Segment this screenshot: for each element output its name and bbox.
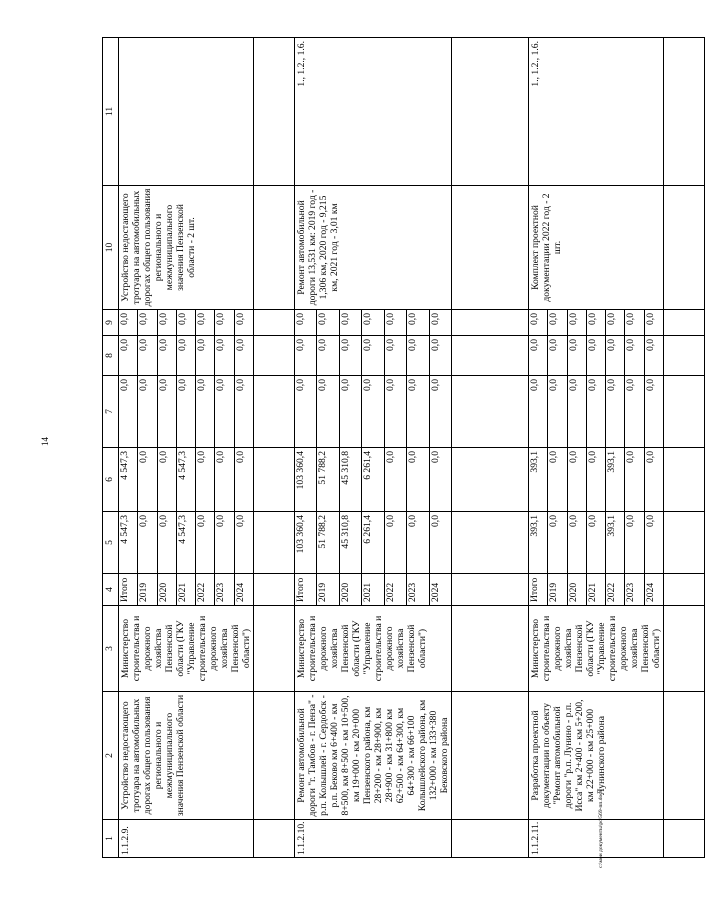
amount-cell: 0,0	[119, 336, 138, 376]
amount-cell: 51 788,2	[317, 448, 339, 512]
spacer-cell	[664, 38, 705, 186]
row-spacer	[664, 38, 705, 858]
spacer-cell	[254, 606, 295, 692]
amount-cell: 0,0	[215, 376, 234, 448]
year-cell: 2024	[644, 574, 663, 606]
spacer-cell	[254, 310, 295, 336]
header-cell: 1	[103, 820, 119, 858]
row-spacer	[254, 38, 295, 858]
row-number: 1.1.2.9.	[119, 820, 254, 858]
spacer-cell	[254, 512, 295, 574]
amount-cell: 0,0	[644, 336, 663, 376]
amount-cell: 0,0	[625, 512, 644, 574]
amount-cell: 0,0	[644, 512, 663, 574]
amount-cell: 0,0	[407, 336, 429, 376]
amount-cell: 103 360,4	[295, 512, 317, 574]
spacer-cell	[254, 186, 295, 310]
row-number: 1.1.2.11.	[529, 820, 664, 858]
amount-cell: 103 360,4	[295, 448, 317, 512]
year-cell: 2020	[339, 574, 361, 606]
spacer-cell	[452, 512, 529, 574]
executor: Министерство строительства и дорожного хозяйства Пензенской области (ГКУ "Управление строительства и дорожного хозяйства Пензенской области")	[119, 606, 254, 692]
amount-cell: 0,0	[429, 310, 451, 336]
amount-cell: 0,0	[529, 310, 548, 336]
amount-cell: 0,0	[407, 512, 429, 574]
year-cell: 2024	[234, 574, 253, 606]
table-row	[119, 38, 138, 858]
amount-cell: 45 310,8	[339, 512, 361, 574]
amount-cell: 0,0	[384, 376, 406, 448]
amount-cell: 0,0	[157, 336, 176, 376]
amount-cell: 0,0	[196, 376, 215, 448]
amount-cell: 0,0	[407, 376, 429, 448]
spacer-cell	[664, 336, 705, 376]
spacer-cell	[452, 820, 529, 858]
amount-cell: 0,0	[157, 448, 176, 512]
amount-cell: 6 261,4	[362, 512, 384, 574]
spacer-cell	[452, 38, 529, 186]
amount-cell: 4 547,3	[176, 448, 195, 512]
year-cell: Итого	[295, 574, 317, 606]
expected-result: Устройство недостающего тротуара на автомобильных дорогах общего пользования регионального и межмуниципального значения Пензенской области - 2 шт.	[119, 186, 254, 310]
indicator-refs	[119, 38, 254, 186]
spacer-cell	[664, 512, 705, 574]
amount-cell: 0,0	[215, 448, 234, 512]
amount-cell: 0,0	[625, 310, 644, 336]
amount-cell: 0,0	[295, 336, 317, 376]
amount-cell: 0,0	[234, 336, 253, 376]
executor: Министерство строительства и дорожного хозяйства Пензенской области (ГКУ "Управление строительства и дорожного хозяйства Пензенской области")	[529, 606, 664, 692]
spacer-cell	[664, 820, 705, 858]
amount-cell: 0,0	[119, 310, 138, 336]
amount-cell: 0,0	[384, 512, 406, 574]
amount-cell: 4 547,3	[119, 448, 138, 512]
spacer-cell	[254, 38, 295, 186]
year-cell: 2023	[407, 574, 429, 606]
year-cell: 2019	[317, 574, 339, 606]
amount-cell: 6 261,4	[362, 448, 384, 512]
spacer-cell	[452, 376, 529, 448]
row-number: 1.1.2.10.	[295, 820, 452, 858]
amount-cell: 51 788,2	[317, 512, 339, 574]
spacer-cell	[254, 336, 295, 376]
amount-cell: 0,0	[317, 376, 339, 448]
amount-cell: 0,0	[586, 376, 605, 448]
amount-cell: 0,0	[215, 336, 234, 376]
header-cell: 9	[103, 310, 119, 336]
amount-cell: 0,0	[644, 448, 663, 512]
amount-cell: 0,0	[176, 336, 195, 376]
spacer-cell	[664, 310, 705, 336]
amount-cell: 0,0	[234, 512, 253, 574]
amount-cell: 0,0	[138, 512, 157, 574]
header-cell: 3	[103, 606, 119, 692]
amount-cell: 0,0	[119, 376, 138, 448]
amount-cell: 0,0	[138, 310, 157, 336]
header-cell: 2	[103, 692, 119, 820]
header-cell: 4	[103, 574, 119, 606]
amount-cell: 0,0	[176, 376, 195, 448]
spacer-cell	[452, 606, 529, 692]
year-cell: 2024	[429, 574, 451, 606]
spacer-cell	[664, 448, 705, 512]
amount-cell: 0,0	[625, 336, 644, 376]
amount-cell: 0,0	[157, 512, 176, 574]
amount-cell: 0,0	[196, 310, 215, 336]
year-cell: 2020	[567, 574, 586, 606]
amount-cell: 0,0	[362, 376, 384, 448]
amount-cell: 0,0	[407, 310, 429, 336]
page-number: 14	[40, 437, 50, 446]
year-cell: 2023	[625, 574, 644, 606]
amount-cell: 0,0	[644, 310, 663, 336]
spacer-cell	[452, 448, 529, 512]
header-cell: 7	[103, 376, 119, 448]
year-cell: 2021	[586, 574, 605, 606]
amount-cell: 393,1	[606, 448, 625, 512]
amount-cell: 0,0	[384, 336, 406, 376]
amount-cell: 393,1	[606, 512, 625, 574]
amount-cell: 0,0	[586, 512, 605, 574]
amount-cell: 45 310,8	[339, 448, 361, 512]
header-cell: 8	[103, 336, 119, 376]
spacer-cell	[664, 606, 705, 692]
program-table	[102, 37, 705, 858]
amount-cell: 0,0	[548, 336, 567, 376]
year-cell: 2021	[362, 574, 384, 606]
amount-cell: 0,0	[234, 376, 253, 448]
amount-cell: 0,0	[429, 512, 451, 574]
amount-cell: 0,0	[339, 336, 361, 376]
amount-cell: 0,0	[606, 336, 625, 376]
amount-cell: 0,0	[586, 336, 605, 376]
amount-cell: 0,0	[548, 448, 567, 512]
spacer-cell	[452, 574, 529, 606]
amount-cell: 0,0	[429, 376, 451, 448]
amount-cell: 0,0	[317, 336, 339, 376]
amount-cell: 0,0	[606, 310, 625, 336]
footer-file-path: c:\мои документы\рd\569-пп.docx	[598, 789, 604, 868]
spacer-cell	[664, 186, 705, 310]
year-cell: Итого	[119, 574, 138, 606]
amount-cell: 0,0	[567, 310, 586, 336]
spacer-cell	[254, 574, 295, 606]
year-cell: 2020	[157, 574, 176, 606]
spacer-cell	[452, 692, 529, 820]
amount-cell: 0,0	[625, 376, 644, 448]
amount-cell: 0,0	[625, 448, 644, 512]
header-row	[103, 38, 119, 858]
amount-cell: 0,0	[548, 310, 567, 336]
year-cell: Итого	[529, 574, 548, 606]
amount-cell: 0,0	[295, 376, 317, 448]
amount-cell: 0,0	[176, 310, 195, 336]
amount-cell: 0,0	[196, 512, 215, 574]
measure-name: Разработка проектной документации по объекту "Ремонт автомобильной дороги "р.п. Лунино - р.п. Исса" км 2+400 - км 5+200, км 22+000 - км 25+000 Лунинского района	[529, 692, 664, 820]
spacer-cell	[664, 376, 705, 448]
amount-cell: 0,0	[157, 376, 176, 448]
measure-name: Устройство недостающего тротуара на автомобильных дорогах общего пользования регионального и межмуниципального значения Пензенской области	[119, 692, 254, 820]
amount-cell: 0,0	[586, 310, 605, 336]
table-row	[295, 38, 317, 858]
amount-cell: 0,0	[138, 376, 157, 448]
amount-cell: 0,0	[196, 336, 215, 376]
amount-cell: 0,0	[295, 310, 317, 336]
amount-cell: 0,0	[138, 336, 157, 376]
amount-cell: 0,0	[407, 448, 429, 512]
spacer-cell	[452, 186, 529, 310]
amount-cell: 0,0	[567, 448, 586, 512]
indicator-refs: 1., 1.2., 1.6.	[529, 38, 664, 186]
amount-cell: 0,0	[234, 310, 253, 336]
header-cell: 10	[103, 186, 119, 310]
header-cell: 6	[103, 448, 119, 512]
amount-cell: 0,0	[157, 310, 176, 336]
amount-cell: 0,0	[548, 376, 567, 448]
spacer-cell	[254, 692, 295, 820]
amount-cell: 0,0	[384, 310, 406, 336]
year-cell: 2022	[384, 574, 406, 606]
amount-cell: 0,0	[339, 376, 361, 448]
amount-cell: 0,0	[215, 310, 234, 336]
row-spacer	[452, 38, 529, 858]
header-cell: 5	[103, 512, 119, 574]
amount-cell: 0,0	[429, 448, 451, 512]
amount-cell: 0,0	[362, 336, 384, 376]
amount-cell: 0,0	[548, 512, 567, 574]
year-cell: 2022	[196, 574, 215, 606]
expected-result: Комплект проектной документации 2022 год - 2 шт.	[529, 186, 664, 310]
indicator-refs: 1., 1.2., 1.6.	[295, 38, 452, 186]
amount-cell: 0,0	[567, 376, 586, 448]
amount-cell: 0,0	[606, 376, 625, 448]
amount-cell: 0,0	[215, 512, 234, 574]
year-cell: 2021	[176, 574, 195, 606]
amount-cell: 0,0	[429, 336, 451, 376]
spacer-cell	[254, 448, 295, 512]
year-cell: 2023	[215, 574, 234, 606]
amount-cell: 0,0	[317, 310, 339, 336]
amount-cell: 0,0	[196, 448, 215, 512]
spacer-cell	[664, 574, 705, 606]
amount-cell: 0,0	[529, 376, 548, 448]
spacer-cell	[452, 310, 529, 336]
amount-cell: 0,0	[234, 448, 253, 512]
amount-cell: 0,0	[644, 376, 663, 448]
year-cell: 2019	[138, 574, 157, 606]
amount-cell: 0,0	[567, 512, 586, 574]
amount-cell: 4 547,3	[176, 512, 195, 574]
spacer-cell	[452, 336, 529, 376]
spacer-cell	[254, 376, 295, 448]
amount-cell: 4 547,3	[119, 512, 138, 574]
spacer-cell	[254, 820, 295, 858]
expected-result: Ремонт автомобильной дороги 13,531 км: 2019 год - 1,306 км, 2020 год - 9,215 км, 2021 год - 3,01 км	[295, 186, 452, 310]
table-row	[529, 38, 548, 858]
amount-cell: 0,0	[339, 310, 361, 336]
amount-cell: 0,0	[362, 310, 384, 336]
amount-cell: 393,1	[529, 512, 548, 574]
year-cell: 2022	[606, 574, 625, 606]
amount-cell: 0,0	[567, 336, 586, 376]
amount-cell: 0,0	[384, 448, 406, 512]
measure-name: Ремонт автомобильной дороги "г. Тамбов - г. Пенза" - р.п. Колышлей - г. Сердобск - р.п. Беково км 6+400 - км 8+500, км 8+500 - км 10+500, км 19+000 - км 20+000 Пензенского района, км 28+200 - км 28+900, км 28+900 - км 31+800 км 62+500 - км 64+300, км 64+300 - км 66+100 Колышлейского района, км 132+000 - км 133+380 Бековского района	[295, 692, 452, 820]
amount-cell: 0,0	[138, 448, 157, 512]
amount-cell: 0,0	[529, 336, 548, 376]
executor: Министерство строительства и дорожного хозяйства Пензенской области (ГКУ "Управление строительства и дорожного хозяйства Пензенской области")	[295, 606, 452, 692]
amount-cell: 0,0	[586, 448, 605, 512]
amount-cell: 393,1	[529, 448, 548, 512]
spacer-cell	[664, 692, 705, 820]
header-cell: 11	[103, 38, 119, 186]
year-cell: 2019	[548, 574, 567, 606]
